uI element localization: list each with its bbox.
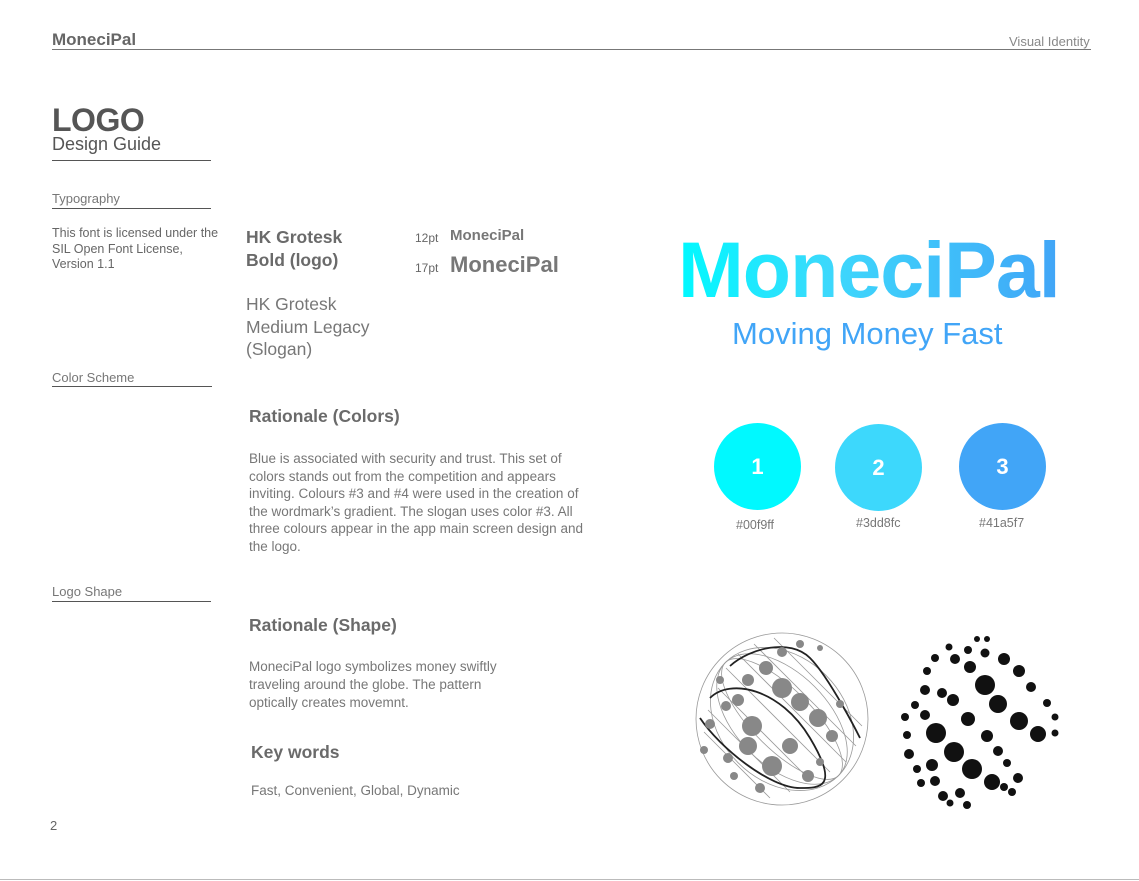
size-12-sample: MoneciPal [450,227,525,244]
color-scheme-label: Color Scheme [52,370,135,385]
footer-divider [0,879,1139,880]
font-bold-line2: Bold (logo) [246,249,339,270]
size-17-label: 17pt [415,261,439,275]
swatch-number-1: 1 [751,453,764,479]
font-medium-line2: Medium Legacy [246,316,370,337]
section-title: Visual Identity [1009,34,1090,49]
color-swatch-3 [959,423,1046,510]
typography-divider [52,208,211,209]
size-12-label: 12pt [415,231,439,245]
page-title: LOGO [52,102,145,138]
font-medium-line3: (Slogan) [246,339,313,359]
page-number: 2 [50,818,58,833]
colors-rationale-text: Blue is associated with security and trust. This set of colors stands out from the competition and appears inviting. Colours #3 and #4 were used in the creation of the wordmark’s gradient. The slogan uses color #3. All three colours appear in the app main screen design and the logo. [249,451,583,554]
shape-rationale-heading: Rationale (Shape) [249,615,397,635]
typography-label: Typography [52,191,120,206]
colors-rationale-heading: Rationale (Colors) [249,406,400,426]
shape-rationale-text: MoneciPal logo symbolizes money swiftly traveling around the globe. The pattern optically creates movemnt. [249,659,497,710]
title-divider [52,160,211,161]
swatch-number-3: 3 [996,453,1009,479]
swatch-hex-2: #3dd8fc [856,516,901,530]
swatch-number-2: 2 [872,454,885,480]
logo-shape-divider [52,601,211,602]
font-bold-line1: HK Grotesk [246,227,343,247]
page-subtitle: Design Guide [52,134,162,154]
logo-wordmark: MoneciPal [678,225,1060,314]
logo-shape-label: Logo Shape [52,584,123,599]
logo-mark-icon [895,633,1065,811]
font-medium-name [246,293,370,361]
font-medium-line1: HK Grotesk [246,294,337,314]
keywords-text: Fast, Convenient, Global, Dynamic [251,783,460,798]
logo-slogan: Moving Money Fast [732,316,1003,351]
size-17-sample: MoneciPal [450,252,559,277]
color-swatch-2 [835,424,922,511]
color-scheme-divider [52,386,212,387]
color-swatch-1 [714,423,801,510]
swatch-hex-3: #41a5f7 [979,516,1025,530]
keywords-heading: Key words [251,742,340,762]
logo-construction-sketch [690,628,874,810]
font-bold-name [246,226,342,271]
license-note: This font is licensed under the SIL Open Font License, Version 1.1 [52,226,219,271]
header-divider [52,49,1091,50]
swatch-hex-1: #00f9ff [736,518,775,532]
brand-name: MoneciPal [52,30,137,49]
